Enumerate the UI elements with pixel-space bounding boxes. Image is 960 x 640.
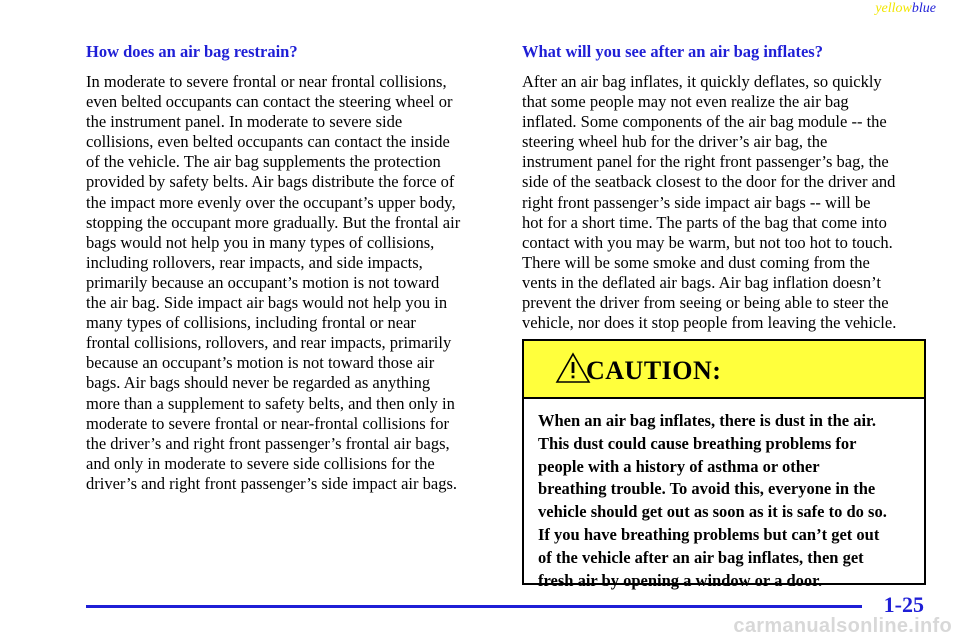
marker-yellow: yellow [875,1,912,16]
caution-header [524,341,924,399]
right-body-text: After an air bag inflates, it quickly deflates, so quickly that some people may not even realize the air bag inflated. Some components of the air bag module -- the steering wheel hub for the driver’s air bag, the instrument panel for the right front passenger’s bag, the side of the seatback closest to the door for the driver and right front passenger’s side impact air bags -- will be hot for a short time. The parts of the bag that come into contact with you may be warm, but not too hot to touch. There will be some smoke and dust coming from the vents in the deflated air bags. Air bag inflation doesn’t prevent the driver from seeing or being able to steer the vehicle, nor does it stop people from leaving the vehicle. [522,72,897,333]
caution-title: CAUTION: [586,356,722,385]
right-column [522,42,932,333]
footer-rule [86,605,862,608]
marker-blue: blue [911,1,936,16]
page-number: 1-25 [883,592,924,617]
left-body-text: In moderate to severe frontal or near frontal collisions, even belted occupants can contact the steering wheel or the instrument panel. In moderate to severe side collisions, even belted occupants can contact the inside of the vehicle. The air bag supplements the protection provided by safety belts. Air bags distribute the force of the impact more evenly over the occupant’s upper body, stopping the occupant more gradually. But the frontal air bags would not help you in many types of collisions, including rollovers, rear impacts, and side impacts, primarily because an occupant’s motion is not toward the air bag. Side impact air bags would not help you in many types of collisions, including frontal or near frontal collisions, rollovers, and rear impacts, primarily because an occupant’s motion is not toward those air bags. Air bags should never be regarded as anything more than a supplement to safety belts, and then only in moderate to severe frontal or near-frontal collisions for the driver’s and right front passenger’s frontal air bags, and only in moderate to severe side collisions for the driver’s and right front passenger’s side impact air bags. [86,72,461,493]
left-column [86,42,496,494]
caution-box [522,339,926,590]
right-heading: What will you see after an air bag inflates? [522,42,823,61]
left-heading: How does an air bag restrain? [86,42,298,61]
color-marker [875,1,936,17]
watermark: carmanualsonline.info [733,615,952,637]
caution-text: When an air bag inflates, there is dust in the air. This dust could cause breathing problems for people with a history of asthma or other breathing trouble. To avoid this, everyone in the vehicle should get out as soon as it is safe to do so. If you have breathing problems but can’t get out of the vehicle after an air bag inflates, then get fresh air by opening a window or a door. [538,411,887,590]
